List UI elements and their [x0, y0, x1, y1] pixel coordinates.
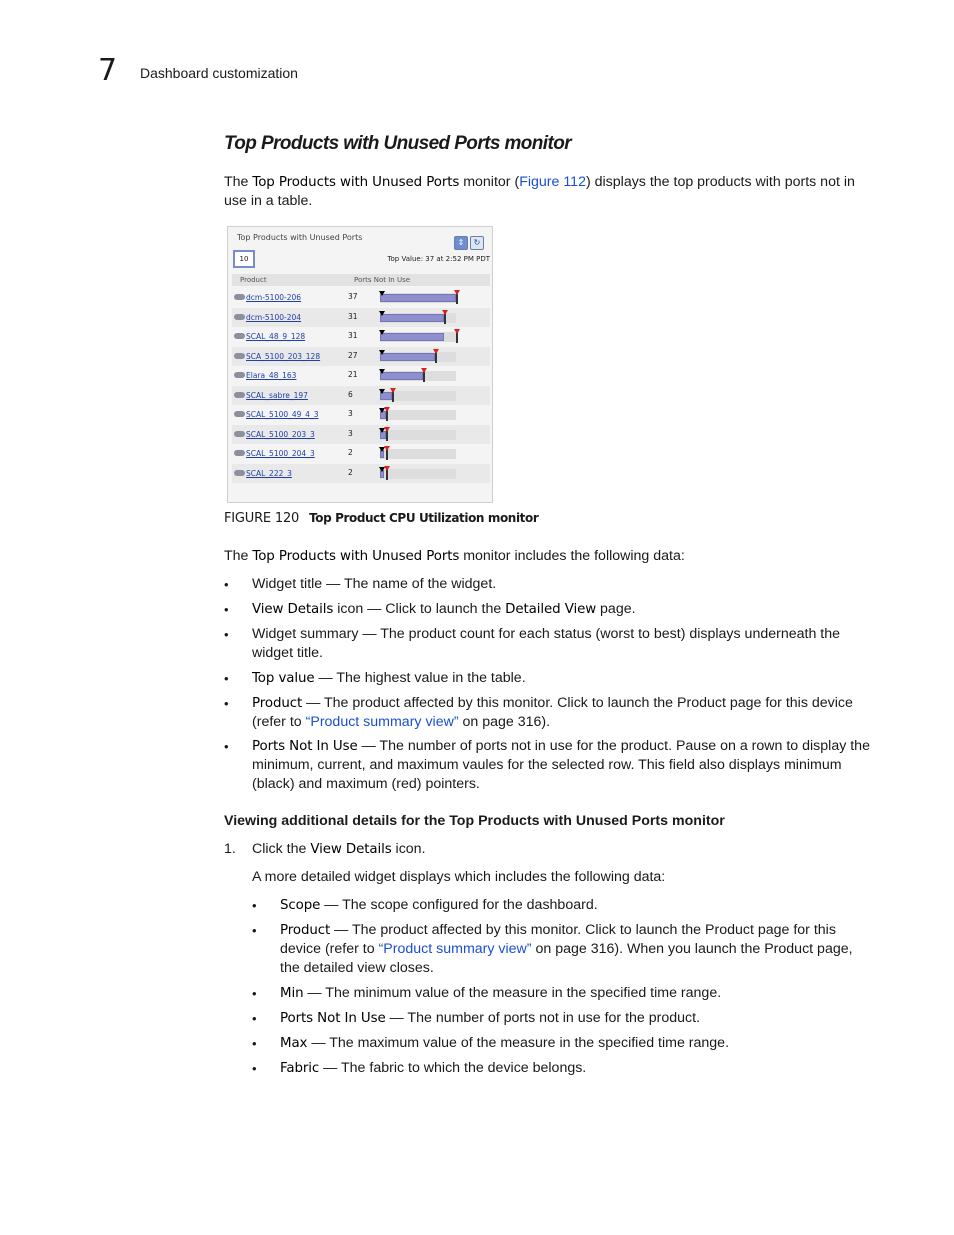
switch-icon [234, 314, 245, 320]
product-link[interactable]: Elara_48_163 [246, 371, 297, 380]
ports-bar-track [380, 313, 456, 323]
bullet-text [252, 669, 874, 688]
bullet-term: Min [280, 986, 304, 1001]
ports-value: 2 [348, 448, 353, 457]
table-row[interactable] [232, 327, 490, 346]
product-link[interactable]: dcm-5100-206 [246, 293, 302, 302]
ports-bar [380, 314, 444, 322]
ports-value: 21 [348, 370, 358, 379]
includes-bold: Top Products with Unused Ports [252, 549, 460, 564]
figure-caption [224, 510, 538, 526]
widget-title: Top Products with Unused Ports [237, 233, 363, 242]
max-pointer [421, 368, 427, 373]
ports-bar [380, 333, 444, 341]
table-row[interactable] [232, 366, 490, 385]
min-pointer [379, 330, 385, 335]
bullet-desc: — The scope configured for the dashboard. [320, 897, 598, 913]
section-title: Top Products with Unused Ports monitor [224, 133, 571, 154]
product-summary-link[interactable]: “Product summary view” [305, 714, 459, 730]
ports-value: 6 [348, 390, 353, 399]
min-pointer [379, 389, 385, 394]
figure-label: FIGURE 120 [224, 511, 300, 526]
refresh-icon[interactable]: ↻ [470, 236, 484, 250]
table-row[interactable] [232, 347, 490, 366]
max-pointer [433, 349, 439, 354]
table-row[interactable] [232, 288, 490, 307]
switch-icon [234, 411, 245, 417]
ports-value: 31 [348, 331, 358, 340]
switch-icon [234, 470, 245, 476]
bullet-desc: — The number of ports not in use for the product. [385, 1010, 701, 1026]
bullet-text [280, 984, 874, 1003]
bullet-dot: • [224, 696, 229, 711]
subheading: Viewing additional details for the Top Products with Unused Ports monitor [224, 813, 725, 829]
bullet-dot: • [224, 602, 229, 617]
switch-icon [234, 353, 245, 359]
min-pointer [379, 350, 385, 355]
bullet-text [280, 1034, 874, 1053]
bullet-text [252, 625, 874, 663]
max-pointer [442, 310, 448, 315]
col-product[interactable]: Product [240, 276, 267, 284]
chapter-title: Dashboard customization [140, 65, 298, 81]
col-ports-not-in-use[interactable]: Ports Not In Use [354, 276, 411, 284]
bullet-text [280, 1059, 874, 1078]
ports-bar-track [380, 293, 456, 303]
switch-icon [234, 450, 245, 456]
bullet-text [280, 1009, 874, 1028]
bullet-desc: page. [596, 601, 636, 617]
intro-text-mid: monitor ( [459, 174, 520, 190]
product-summary-link[interactable]: “Product summary view” [378, 941, 532, 957]
product-link[interactable]: SCAL_5100_204_3 [246, 449, 315, 458]
bullet-text [252, 600, 874, 619]
bullet-desc: — The highest value in the table. [314, 670, 526, 686]
bullet-term: Scope [280, 898, 321, 913]
bullet-text [280, 896, 874, 915]
max-pointer [384, 427, 390, 432]
ports-bar-track [380, 430, 456, 440]
bullet-dot: • [224, 739, 229, 754]
table-row[interactable] [232, 444, 490, 463]
switch-icon [234, 431, 245, 437]
intro-bold: Top Products with Unused Ports [252, 175, 460, 190]
figure-link[interactable]: Figure 112 [519, 174, 586, 190]
bullet-term: Max [280, 1036, 308, 1051]
intro-text-post: ) displays the top products with ports not in use in a table. [224, 174, 855, 209]
top-value: Top Value: 37 at 2:52 PM PDT [387, 255, 490, 263]
bullet-dot: • [224, 627, 229, 642]
max-pointer [454, 329, 460, 334]
ports-bar [380, 353, 435, 361]
bullet-desc: — The fabric to which the device belongs. [319, 1060, 587, 1076]
intro-text: The [224, 174, 253, 190]
product-link[interactable]: SCAL_5100_49_4_3 [246, 410, 319, 419]
bullet-dot: • [252, 898, 257, 913]
bullet-desc: Widget title — The name of the widget. [252, 576, 497, 592]
table-row[interactable] [232, 464, 490, 483]
bullet-dot: • [224, 671, 229, 686]
ports-bar-track [380, 449, 456, 459]
bullet-desc: — The product affected by this monitor. Click to launch the Product page for this device (refer to [280, 922, 836, 957]
product-link[interactable]: SCAL_48_9_128 [246, 332, 306, 341]
bullet-dot: • [224, 577, 229, 592]
bullet-term: Top value [252, 671, 315, 686]
bullet-term: Product [280, 923, 331, 938]
bullet-text [252, 737, 874, 794]
bullet-term: Ports Not In Use [252, 739, 358, 754]
max-pointer [384, 407, 390, 412]
bullet-desc: on page 316). [458, 714, 551, 730]
product-link[interactable]: dcm-5100-204 [246, 313, 302, 322]
includes-text-post: monitor includes the following data: [459, 548, 685, 564]
table-row[interactable] [232, 405, 490, 424]
unused-ports-widget [227, 226, 493, 503]
ports-bar-track [380, 410, 456, 420]
bullet-term: Product [252, 696, 303, 711]
ports-value: 37 [348, 292, 358, 301]
bullet-text [280, 921, 874, 978]
step-number: 1. [224, 841, 236, 857]
product-link[interactable]: SCA_5100_203_128 [246, 352, 321, 361]
step-text-post: icon. [391, 841, 426, 857]
ports-bar-track [380, 391, 456, 401]
min-pointer [379, 291, 385, 296]
ports-bar-track [380, 352, 456, 362]
max-pointer [384, 446, 390, 451]
bullet-term: Fabric [280, 1061, 320, 1076]
bullet-term: Ports Not In Use [280, 1011, 386, 1026]
step-1 [224, 840, 874, 859]
bullet-dot: • [252, 1061, 257, 1076]
bullet-dot: • [252, 923, 257, 938]
table-row[interactable] [232, 308, 490, 327]
view-details-icon[interactable]: ⇕ [454, 236, 468, 250]
bullet-dot: • [252, 1036, 257, 1051]
bullet-term: View Details [252, 602, 334, 617]
ports-value: 27 [348, 351, 358, 360]
ports-value: 3 [348, 429, 353, 438]
step-1-description: A more detailed widget displays which includes the following data: [252, 869, 666, 885]
chapter-number: 7 [98, 53, 118, 88]
max-pointer [454, 290, 460, 295]
product-link[interactable]: SCAL_5100_203_3 [246, 430, 315, 439]
includes-text: The [224, 548, 253, 564]
bullet-desc: icon — Click to launch the [333, 601, 506, 617]
product-link[interactable]: SCAL_sabre_197 [246, 391, 308, 400]
bullet-desc: — The number of ports not in use for the product. Pause on a rown to display the minimum, current, and maximum vaules for the selected row. This field also displays minimum (black) and maximum (red) pointers. [252, 738, 870, 792]
ports-bar-track [380, 371, 456, 381]
step-text: Click the [252, 841, 311, 857]
ports-value: 3 [348, 409, 353, 418]
min-pointer [379, 311, 385, 316]
ports-bar-track [380, 469, 456, 479]
table-row[interactable] [232, 386, 490, 405]
bullet-desc: — The maximum value of the measure in the specified time range. [307, 1035, 730, 1051]
switch-icon [234, 372, 245, 378]
widget-count-badge[interactable]: 10 [233, 250, 255, 268]
table-header [232, 274, 490, 286]
bullet-dot: • [252, 986, 257, 1001]
ports-bar [380, 372, 423, 380]
widget-icons [452, 230, 484, 250]
ports-value: 31 [348, 312, 358, 321]
bullet-desc: — The product affected by this monitor. Click to launch the Product page for this device (refer to [252, 695, 853, 730]
intro-paragraph [224, 173, 874, 211]
switch-icon [234, 333, 245, 339]
max-pointer [390, 388, 396, 393]
bullet-text [252, 694, 874, 732]
ports-value: 2 [348, 468, 353, 477]
bullet-term: Detailed View [505, 602, 597, 617]
bullet-text [252, 575, 874, 594]
bullet-desc: Widget summary — The product count for each status (worst to best) displays underneath the widget title. [252, 626, 841, 661]
includes-paragraph [224, 547, 874, 566]
switch-icon [234, 392, 245, 398]
table-row[interactable] [232, 425, 490, 444]
switch-icon [234, 294, 245, 300]
bullet-desc: on page 316). When you launch the Product page, the detailed view closes. [280, 941, 853, 976]
bullet-desc: — The minimum value of the measure in the specified time range. [303, 985, 722, 1001]
min-pointer [379, 369, 385, 374]
figure-title: Top Product CPU Utilization monitor [309, 511, 539, 525]
bullet-dot: • [252, 1011, 257, 1026]
ports-bar [380, 294, 456, 302]
step-bold: View Details [310, 842, 392, 857]
ports-bar-track [380, 332, 456, 342]
max-pointer [384, 466, 390, 471]
product-link[interactable]: SCAL_222_3 [246, 469, 292, 478]
